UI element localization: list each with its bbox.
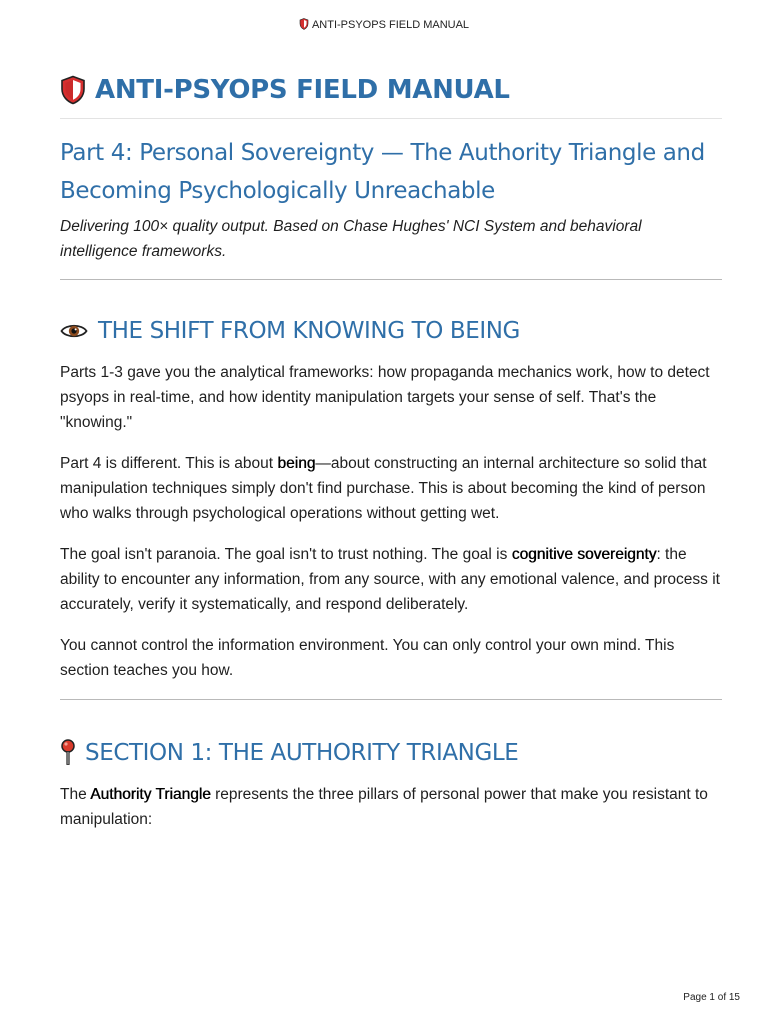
- part-title: [60, 134, 722, 210]
- paragraph: You cannot control the information environment. You can only control your own mind. This section teaches you how.: [60, 637, 675, 679]
- text-run: The goal isn't paranoia. The goal isn't to trust nothing. The goal is: [60, 546, 512, 563]
- section-divider: [60, 279, 722, 280]
- paragraph: [60, 782, 722, 832]
- running-header-title: ANTI-PSYOPS FIELD MANUAL: [311, 19, 470, 31]
- document-title: [60, 70, 722, 110]
- subtitle: Delivering 100× quality output. Based on Chase Hughes' NCI System and behavioral intelligence frameworks.: [60, 218, 642, 260]
- section-heading-authority-text: SECTION 1: THE AUTHORITY TRIANGLE: [85, 740, 519, 766]
- section-heading-shift: [60, 314, 722, 348]
- text-run: represents the three pillars of personal power that make you resistant to manipulation:: [60, 786, 708, 828]
- eye-icon: [60, 321, 88, 341]
- text-run: The: [60, 786, 91, 803]
- text-run: Part 4 is different. This is about: [60, 455, 278, 472]
- bold-term: being: [277, 455, 316, 472]
- page-number: Page 1 of 15: [683, 992, 740, 1003]
- text-run: : the ability to encounter any information, from any source, with any emotional valence, and process it accurately, verify it systematically, and respond deliberately.: [60, 546, 720, 613]
- bold-term: cognitive sovereignty: [511, 546, 657, 563]
- pushpin-icon: [60, 739, 76, 767]
- paragraph: [60, 542, 722, 617]
- part-title-line-1: Part 4: Personal Sovereignty — The Authority Triangle and: [60, 140, 705, 166]
- section-heading-authority: [60, 736, 722, 770]
- section-heading-shift-text: THE SHIFT FROM KNOWING TO BEING: [98, 318, 520, 344]
- bold-term: Authority Triangle: [90, 786, 211, 803]
- title-divider: [60, 118, 722, 119]
- document-title-text: ANTI-PSYOPS FIELD MANUAL: [95, 75, 510, 105]
- part-title-line-2: Becoming Psychologically Unreachable: [60, 178, 495, 204]
- page-content: [60, 70, 722, 848]
- running-header: [0, 18, 768, 31]
- section-divider: [60, 699, 722, 700]
- text-run: —about constructing an internal architecture so solid that manipulation techniques simply don't find purchase. This is about becoming the kind of person who walks through psychological operations without getting wet.: [60, 455, 707, 522]
- paragraph: Parts 1-3 gave you the analytical frameworks: how propaganda mechanics work, how to detect psyops in real-time, and how identity manipulation targets your sense of self. That's the "knowing.": [60, 364, 710, 431]
- paragraph: [60, 451, 722, 526]
- shield-icon: [60, 75, 86, 105]
- shield-icon: [299, 18, 309, 30]
